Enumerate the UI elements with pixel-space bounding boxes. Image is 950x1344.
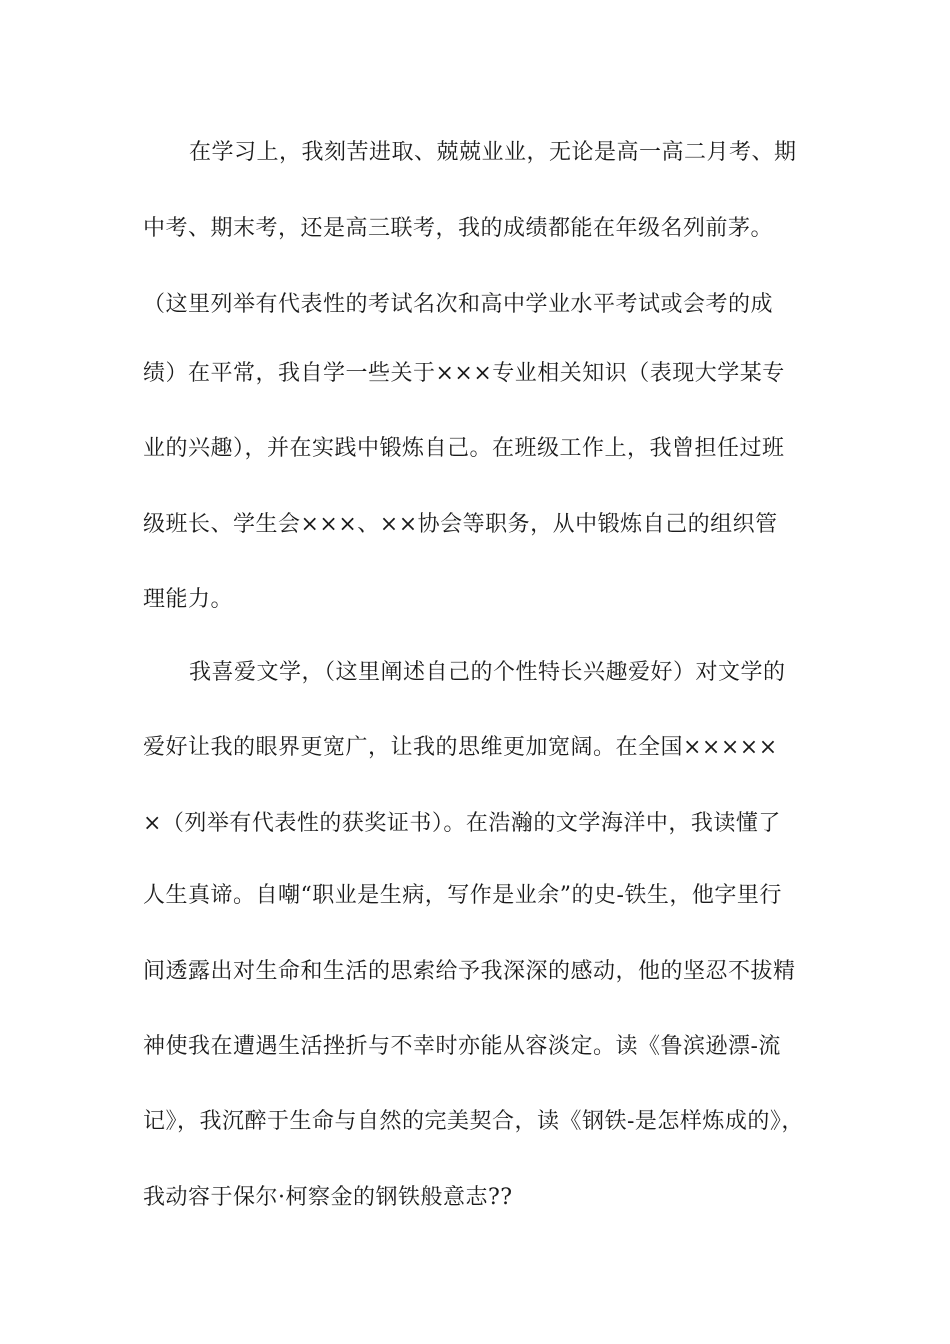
text-line: 记》，我沉醉于生命与自然的完美契合，读《钢铁-是怎样炼成的》，: [143, 1109, 804, 1134]
text-line: 在学习上，我刻苦进取、兢兢业业，无论是高一高二月考、期: [189, 140, 797, 165]
text-line: 绩）在平常，我自学一些关于×××专业相关知识（表现大学某专: [143, 361, 785, 386]
text-line: 爱好让我的眼界更宽广，让我的思维更加宽阔。在全国×××××: [143, 735, 778, 760]
text-line: （这里列举有代表性的考试名次和高中学业水平考试或会考的成: [143, 292, 774, 317]
text-line: ×（列举有代表性的获奖证书）。在浩瀚的文学海洋中，我读懂了: [143, 811, 781, 836]
text-line: 间透露出对生命和生活的思索给予我深深的感动，他的坚忍不拔精: [143, 959, 796, 984]
text-line: 级班长、学生会×××、××协会等职务，从中锻炼自己的组织管: [143, 512, 778, 537]
text-line: 业的兴趣），并在实践中锻炼自己。在班级工作上，我曾担任过班: [143, 436, 785, 461]
text-line: 我喜爱文学，（这里阐述自己的个性特长兴趣爱好）对文学的: [189, 660, 786, 685]
text-line: 理能力。: [143, 587, 234, 612]
text-line: 人生真谛。自嘲“职业是生病，写作是业余”的史-铁生，他字里行: [143, 883, 782, 908]
text-line: 我动容于保尔·柯察金的钢铁般意志??: [143, 1185, 513, 1210]
text-line: 神使我在遭遇生活挫折与不幸时亦能从容淡定。读《鲁滨逊漂-流: [143, 1034, 781, 1059]
text-line: 中考、期末考，还是高三联考，我的成绩都能在年级名列前茅。: [143, 216, 774, 241]
